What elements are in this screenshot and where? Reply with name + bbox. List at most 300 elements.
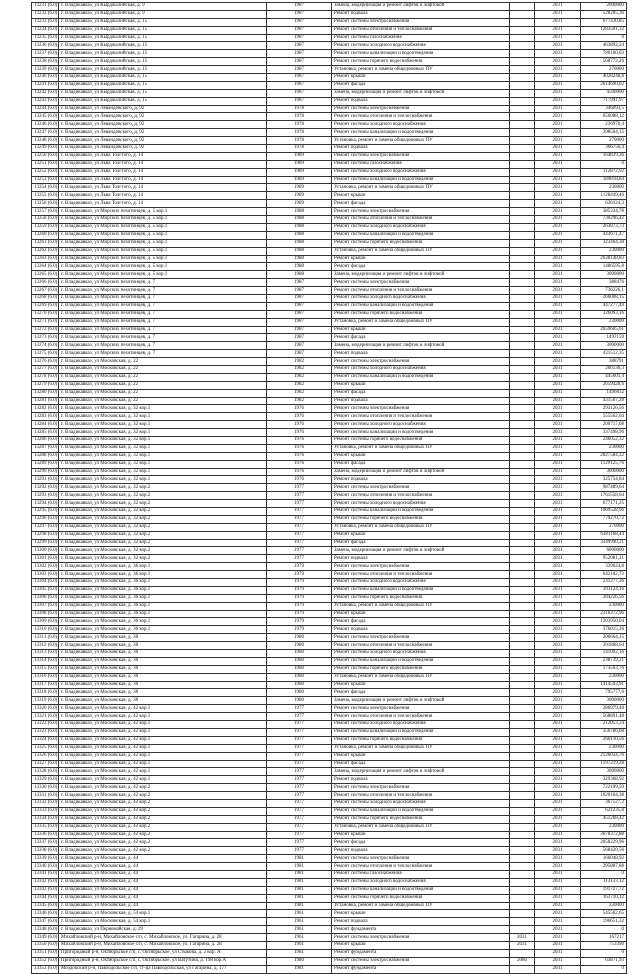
table-row bbox=[32, 18, 627, 26]
extra-year-cell bbox=[510, 689, 535, 697]
plan-year-cell: 2031 bbox=[535, 66, 581, 74]
work-type-cell: Установка, ремонт и замена общедомовых ПУ bbox=[332, 823, 510, 831]
work-type-cell: Ремонт системы электроснабжения bbox=[332, 855, 510, 863]
extra-year-cell bbox=[510, 508, 535, 516]
extra-year-cell bbox=[510, 571, 535, 579]
plan-year-cell: 2031 bbox=[535, 902, 581, 910]
plan-year-cell: 2031 bbox=[535, 934, 581, 942]
year-cell: 1979 bbox=[267, 602, 332, 610]
row-id-cell: 13277 (6.0) bbox=[32, 365, 59, 373]
plan-year-cell: 2031 bbox=[535, 571, 581, 579]
year-cell: 1977 bbox=[267, 547, 332, 555]
year-cell: 1982 bbox=[267, 358, 332, 366]
plan-year-cell: 2031 bbox=[535, 74, 581, 82]
extra-year-cell bbox=[510, 650, 535, 658]
address-cell: г. Владикавказ, ул Московская, д. 42 кор.2 bbox=[59, 823, 267, 831]
plan-year-cell: 2031 bbox=[535, 855, 581, 863]
cost-cell: 0 bbox=[581, 926, 627, 934]
extra-year-cell bbox=[510, 247, 535, 255]
address-cell: г. Владикавказ, ул Московская, д. 42 кор.1 bbox=[59, 752, 267, 760]
plan-year-cell: 2031 bbox=[535, 965, 581, 973]
row-id-cell: 13282 (6.0) bbox=[32, 405, 59, 413]
work-type-cell: Ремонт системы холодного водоснабжения bbox=[332, 121, 510, 129]
row-id-cell: 13346 (6.0) bbox=[32, 910, 59, 918]
row-id-cell: 13321 (6.0) bbox=[32, 713, 59, 721]
cost-cell: 1069528,96 bbox=[581, 508, 627, 516]
plan-year-cell: 2031 bbox=[535, 563, 581, 571]
plan-year-cell: 2031 bbox=[535, 192, 581, 200]
cost-cell: 230000 bbox=[581, 744, 627, 752]
work-type-cell: Ремонт фасада bbox=[332, 389, 510, 397]
cost-cell: 2638148,83 bbox=[581, 255, 627, 263]
row-id-cell: 13258 (6.0) bbox=[32, 216, 59, 224]
cost-cell: 246052,32 bbox=[581, 436, 627, 444]
work-type-cell: Ремонт системы холодного водоснабжения bbox=[332, 650, 510, 658]
table-row bbox=[32, 113, 627, 121]
work-type-cell: Ремонт системы холодного водоснабжения bbox=[332, 721, 510, 729]
extra-year-cell bbox=[510, 523, 535, 531]
table-row bbox=[32, 255, 627, 263]
cost-cell: 642182,72 bbox=[581, 571, 627, 579]
work-type-cell: Ремонт фасада bbox=[332, 200, 510, 208]
year-cell: 1977 bbox=[267, 815, 332, 823]
cost-cell: 173563,76 bbox=[581, 665, 627, 673]
extra-year-cell bbox=[510, 271, 535, 279]
work-type-cell: Ремонт крыши bbox=[332, 192, 510, 200]
row-id-cell: 13267 (6.0) bbox=[32, 287, 59, 295]
address-cell: г. Владикавказ, ул Московская, д. 36 кор.1 bbox=[59, 602, 267, 610]
plan-year-cell: 2031 bbox=[535, 555, 581, 563]
row-id-cell: 13344 (6.0) bbox=[32, 894, 59, 902]
table-row bbox=[32, 752, 627, 760]
table-row bbox=[32, 594, 627, 602]
work-type-cell: Ремонт фасада bbox=[332, 263, 510, 271]
address-cell: г. Владикавказ, ул Морских пехотинцев, д. 7 bbox=[59, 287, 267, 295]
work-type-cell: Ремонт системы отопления и теплоснабжения bbox=[332, 863, 510, 871]
cost-cell: 2058229,96 bbox=[581, 839, 627, 847]
year-cell: 1976 bbox=[267, 468, 332, 476]
row-id-cell: 13302 (6.0) bbox=[32, 563, 59, 571]
cost-cell: 2126034,76 bbox=[581, 752, 627, 760]
plan-year-cell: 2031 bbox=[535, 784, 581, 792]
address-cell: г. Владикавказ, ул Московская, д. 42 кор.1 bbox=[59, 760, 267, 768]
extra-year-cell bbox=[510, 894, 535, 902]
address-cell: г. Владикавказ, ул Кырджалийская, д. 15 bbox=[59, 42, 267, 50]
cost-cell: 677430,85 bbox=[581, 18, 627, 26]
extra-year-cell bbox=[510, 823, 535, 831]
table-row bbox=[32, 500, 627, 508]
year-cell: 1977 bbox=[267, 847, 332, 855]
cost-cell: 568772,26 bbox=[581, 58, 627, 66]
table-row bbox=[32, 460, 627, 468]
work-type-cell: Ремонт крыши bbox=[332, 910, 510, 918]
work-type-cell: Ремонт системы электроснабжения bbox=[332, 563, 510, 571]
cost-cell: 987489,64 bbox=[581, 484, 627, 492]
plan-year-cell: 2031 bbox=[535, 634, 581, 642]
work-type-cell: Ремонт системы канализации и водоотведения bbox=[332, 728, 510, 736]
table-row bbox=[32, 97, 627, 105]
row-id-cell: 13324 (6.0) bbox=[32, 736, 59, 744]
plan-year-cell: 2031 bbox=[535, 610, 581, 618]
address-cell: г. Владикавказ, ул Московская, д. 42 кор.2 bbox=[59, 847, 267, 855]
plan-year-cell: 2031 bbox=[535, 318, 581, 326]
extra-year-cell bbox=[510, 168, 535, 176]
extra-year-cell bbox=[510, 713, 535, 721]
row-id-cell: 13285 (6.0) bbox=[32, 429, 59, 437]
year-cell: 1980 bbox=[267, 957, 332, 965]
work-type-cell: Замена, модернизация и ремонт лифтов и лифтовой bbox=[332, 468, 510, 476]
cost-cell: 1761558,64 bbox=[581, 492, 627, 500]
work-type-cell: Ремонт крыши bbox=[332, 381, 510, 389]
plan-year-cell: 2031 bbox=[535, 657, 581, 665]
work-type-cell: Ремонт фасада bbox=[332, 460, 510, 468]
cost-cell: 236970,4 bbox=[581, 121, 627, 129]
plan-year-cell: 2031 bbox=[535, 697, 581, 705]
extra-year-cell bbox=[510, 492, 535, 500]
year-cell: 1979 bbox=[267, 594, 332, 602]
cost-cell: 263873,73 bbox=[581, 223, 627, 231]
extra-year-cell bbox=[510, 326, 535, 334]
row-id-cell: 13318 (6.0) bbox=[32, 689, 59, 697]
work-type-cell: Замена, модернизация и ремонт лифтов и лифтовой bbox=[332, 547, 510, 555]
address-cell: г. Владикавказ, ул Московская, д. 32 кор.2 bbox=[59, 555, 267, 563]
row-id-cell: 13304 (6.0) bbox=[32, 579, 59, 587]
address-cell: г. Владикавказ, ул Морских пехотинцев, д. 5 кор.1 bbox=[59, 231, 267, 239]
address-cell: г. Владикавказ, ул Московская, д. 36 кор.1 bbox=[59, 563, 267, 571]
year-cell: 1979 bbox=[267, 618, 332, 626]
table-row bbox=[32, 50, 627, 58]
year-cell: 1989 bbox=[267, 200, 332, 208]
address-cell: Пригородный р-н, Октябрьское с/п, с. Октябрьское, ул Ватутина, д. 198 кор.А bbox=[59, 957, 267, 965]
table-row bbox=[32, 239, 627, 247]
table-row bbox=[32, 168, 627, 176]
cost-cell: 63871,93 bbox=[581, 957, 627, 965]
work-type-cell: Установка, ремонт и замена общедомовых ПУ bbox=[332, 184, 510, 192]
table-row bbox=[32, 279, 627, 287]
extra-year-cell bbox=[510, 926, 535, 934]
row-id-cell: 13276 (6.0) bbox=[32, 358, 59, 366]
cost-cell: 6381168,44 bbox=[581, 531, 627, 539]
table-row bbox=[32, 626, 627, 634]
table-row bbox=[32, 657, 627, 665]
table-row bbox=[32, 760, 627, 768]
work-type-cell: Ремонт крыши bbox=[332, 681, 510, 689]
extra-year-cell bbox=[510, 768, 535, 776]
table-row bbox=[32, 58, 627, 66]
extra-year-cell bbox=[510, 342, 535, 350]
extra-year-cell bbox=[510, 145, 535, 153]
table-row bbox=[32, 176, 627, 184]
extra-year-cell bbox=[510, 878, 535, 886]
table-row bbox=[32, 294, 627, 302]
extra-year-cell bbox=[510, 10, 535, 18]
extra-year-cell bbox=[510, 863, 535, 871]
address-cell: г. Владикавказ, ул Морских пехотинцев, д. 7 bbox=[59, 279, 267, 287]
extra-year-cell: 2080 bbox=[510, 957, 535, 965]
row-id-cell: 13338 (6.0) bbox=[32, 847, 59, 855]
work-type-cell: Ремонт системы канализации и водоотведения bbox=[332, 302, 510, 310]
work-type-cell: Установка, ремонт и замена общедомовых ПУ bbox=[332, 523, 510, 531]
work-type-cell: Ремонт системы горячего водоснабжения bbox=[332, 894, 510, 902]
row-id-cell: 13242 (6.0) bbox=[32, 89, 59, 97]
work-type-cell: Ремонт системы отопления и теплоснабжения bbox=[332, 492, 510, 500]
plan-year-cell: 2031 bbox=[535, 673, 581, 681]
work-type-cell: Ремонт системы отопления и теплоснабжения bbox=[332, 216, 510, 224]
row-id-cell: 13265 (6.0) bbox=[32, 271, 59, 279]
row-id-cell: 13287 (6.0) bbox=[32, 444, 59, 452]
table-row bbox=[32, 665, 627, 673]
work-type-cell: Ремонт подвала bbox=[332, 145, 510, 153]
plan-year-cell: 2031 bbox=[535, 681, 581, 689]
cost-cell: 3349990,21 bbox=[581, 539, 627, 547]
plan-year-cell: 2031 bbox=[535, 358, 581, 366]
plan-year-cell: 2031 bbox=[535, 373, 581, 381]
extra-year-cell bbox=[510, 744, 535, 752]
row-id-cell: 13272 (6.0) bbox=[32, 326, 59, 334]
plan-year-cell: 2031 bbox=[535, 918, 581, 926]
cost-cell: 388476 bbox=[581, 279, 627, 287]
cost-cell: 1128449,46 bbox=[581, 192, 627, 200]
cost-cell: 1020164,38 bbox=[581, 792, 627, 800]
plan-year-cell: 2031 bbox=[535, 792, 581, 800]
work-type-cell: Ремонт системы электроснабжения bbox=[332, 405, 510, 413]
row-id-cell: 13347 (6.0) bbox=[32, 918, 59, 926]
cost-cell: 339624,8 bbox=[581, 563, 627, 571]
plan-year-cell: 2031 bbox=[535, 436, 581, 444]
repair-plan-table bbox=[31, 2, 627, 974]
row-id-cell: 13250 (6.0) bbox=[32, 152, 59, 160]
year-cell: 1981 bbox=[267, 855, 332, 863]
plan-year-cell: 2031 bbox=[535, 184, 581, 192]
row-id-cell: 13232 (6.0) bbox=[32, 10, 59, 18]
cost-cell: 952081,21 bbox=[581, 555, 627, 563]
table-row bbox=[32, 689, 627, 697]
table-row bbox=[32, 216, 627, 224]
cost-cell: 326093,16 bbox=[581, 310, 627, 318]
cost-cell: 260110,56 bbox=[581, 736, 627, 744]
extra-year-cell bbox=[510, 468, 535, 476]
row-id-cell: 13320 (6.0) bbox=[32, 705, 59, 713]
plan-year-cell: 2031 bbox=[535, 334, 581, 342]
year-cell: 1977 bbox=[267, 539, 332, 547]
extra-year-cell bbox=[510, 918, 535, 926]
row-id-cell: 13279 (6.0) bbox=[32, 381, 59, 389]
work-type-cell: Ремонт системы холодного водоснабжения bbox=[332, 579, 510, 587]
extra-year-cell bbox=[510, 239, 535, 247]
plan-year-cell: 2031 bbox=[535, 3, 581, 11]
row-id-cell: 13257 (6.0) bbox=[32, 208, 59, 216]
address-cell: г. Владикавказ, ул Морских пехотинцев, д. 7 bbox=[59, 350, 267, 358]
address-cell: г. Владикавказ, ул Московская, д. 38 bbox=[59, 673, 267, 681]
work-type-cell: Ремонт системы холодного водоснабжения bbox=[332, 223, 510, 231]
table-row bbox=[32, 697, 627, 705]
extra-year-cell bbox=[510, 579, 535, 587]
year-cell: 1988 bbox=[267, 216, 332, 224]
row-id-cell: 13262 (6.0) bbox=[32, 247, 59, 255]
extra-year-cell bbox=[510, 594, 535, 602]
plan-year-cell: 2031 bbox=[535, 42, 581, 50]
address-cell: г. Владикавказ, ул Московская, д. 32 кор.2 bbox=[59, 539, 267, 547]
address-cell: г. Владикавказ, ул Левандовского, д. 92 bbox=[59, 129, 267, 137]
plan-year-cell: 2031 bbox=[535, 216, 581, 224]
plan-year-cell: 2031 bbox=[535, 799, 581, 807]
row-id-cell: 13306 (6.0) bbox=[32, 594, 59, 602]
year-cell: 1976 bbox=[267, 460, 332, 468]
cost-cell: 1497159 bbox=[581, 334, 627, 342]
address-cell: г. Владикавказ, ул Московская, д. 32 кор.2 bbox=[59, 492, 267, 500]
table-row bbox=[32, 105, 627, 113]
plan-year-cell: 2031 bbox=[535, 145, 581, 153]
row-id-cell: 13333 (6.0) bbox=[32, 807, 59, 815]
table-row bbox=[32, 81, 627, 89]
address-cell: г. Владикавказ, ул Московская, д. 32 кор.1 bbox=[59, 429, 267, 437]
work-type-cell: Ремонт подвала bbox=[332, 10, 510, 18]
year-cell: 1977 bbox=[267, 721, 332, 729]
row-id-cell: 13289 (6.0) bbox=[32, 460, 59, 468]
row-id-cell: 13283 (6.0) bbox=[32, 413, 59, 421]
plan-year-cell: 2031 bbox=[535, 389, 581, 397]
cost-cell: 323464,38 bbox=[581, 239, 627, 247]
address-cell: г. Владикавказ, ул Морских пехотинцев, д. 7 bbox=[59, 326, 267, 334]
work-type-cell: Замена, модернизация и ремонт лифтов и лифтовой bbox=[332, 342, 510, 350]
cost-cell: 2659428,6 bbox=[581, 381, 627, 389]
extra-year-cell bbox=[510, 665, 535, 673]
plan-year-cell: 2031 bbox=[535, 326, 581, 334]
year-cell: 1987 bbox=[267, 3, 332, 11]
table-row bbox=[32, 515, 627, 523]
work-type-cell: Ремонт системы горячего водоснабжения bbox=[332, 436, 510, 444]
plan-year-cell: 2031 bbox=[535, 468, 581, 476]
extra-year-cell bbox=[510, 350, 535, 358]
plan-year-cell: 2031 bbox=[535, 429, 581, 437]
extra-year-cell bbox=[510, 831, 535, 839]
plan-year-cell: 2031 bbox=[535, 26, 581, 34]
row-id-cell: 13263 (6.0) bbox=[32, 255, 59, 263]
year-cell: 1979 bbox=[267, 626, 332, 634]
address-cell: г. Владикавказ, ул Московская, д. 38 bbox=[59, 689, 267, 697]
extra-year-cell bbox=[510, 176, 535, 184]
extra-year-cell bbox=[510, 626, 535, 634]
plan-year-cell: 2031 bbox=[535, 847, 581, 855]
table-row bbox=[32, 223, 627, 231]
table-row bbox=[32, 89, 627, 97]
cost-cell: 6000000 bbox=[581, 547, 627, 555]
extra-year-cell bbox=[510, 318, 535, 326]
row-id-cell: 13269 (6.0) bbox=[32, 302, 59, 310]
row-id-cell: 13316 (6.0) bbox=[32, 673, 59, 681]
table-row bbox=[32, 26, 627, 34]
extra-year-cell bbox=[510, 405, 535, 413]
work-type-cell: Ремонт подвала bbox=[332, 918, 510, 926]
row-id-cell: 13341 (6.0) bbox=[32, 870, 59, 878]
row-id-cell: 13237 (6.0) bbox=[32, 50, 59, 58]
year-cell: 1978 bbox=[267, 129, 332, 137]
row-id-cell: 13233 (6.0) bbox=[32, 18, 59, 26]
cost-cell: 0 bbox=[581, 34, 627, 42]
cost-cell: 391868,64 bbox=[581, 642, 627, 650]
extra-year-cell bbox=[510, 847, 535, 855]
table-row bbox=[32, 523, 627, 531]
work-type-cell: Ремонт подвала bbox=[332, 350, 510, 358]
table-row bbox=[32, 74, 627, 82]
address-cell: г. Владикавказ, ул Московская, д. 38 bbox=[59, 634, 267, 642]
extra-year-cell bbox=[510, 728, 535, 736]
extra-year-cell bbox=[510, 105, 535, 113]
row-id-cell: 13314 (6.0) bbox=[32, 657, 59, 665]
work-type-cell: Ремонт системы канализации и водоотведения bbox=[332, 586, 510, 594]
extra-year-cell bbox=[510, 799, 535, 807]
row-id-cell: 13271 (6.0) bbox=[32, 318, 59, 326]
cost-cell: 0 bbox=[581, 160, 627, 168]
row-id-cell: 13327 (6.0) bbox=[32, 760, 59, 768]
work-type-cell: Замена, модернизация и ремонт лифтов и лифтовой bbox=[332, 3, 510, 11]
table-row bbox=[32, 271, 627, 279]
address-cell: г. Владикавказ, ул Левандовского, д. 92 bbox=[59, 137, 267, 145]
extra-year-cell bbox=[510, 815, 535, 823]
cost-cell: 266136,3 bbox=[581, 365, 627, 373]
work-type-cell: Ремонт системы электроснабжения bbox=[332, 358, 510, 366]
work-type-cell: Ремонт системы газоснабжения bbox=[332, 160, 510, 168]
table-row bbox=[32, 421, 627, 429]
extra-year-cell bbox=[510, 784, 535, 792]
extra-year-cell bbox=[510, 89, 535, 97]
extra-year-cell bbox=[510, 216, 535, 224]
work-type-cell: Ремонт фасада bbox=[332, 760, 510, 768]
plan-year-cell: 2031 bbox=[535, 500, 581, 508]
row-id-cell: 13290 (6.0) bbox=[32, 468, 59, 476]
address-cell: г. Владикавказ, ул Московская, д. 42 кор.1 bbox=[59, 705, 267, 713]
table-row bbox=[32, 957, 627, 965]
extra-year-cell bbox=[510, 539, 535, 547]
address-cell: г. Владикавказ, ул Московская, д. 22 bbox=[59, 365, 267, 373]
cost-cell: 230000 bbox=[581, 318, 627, 326]
work-type-cell: Установка, ремонт и замена общедомовых ПУ bbox=[332, 247, 510, 255]
cost-cell: 0 bbox=[581, 949, 627, 957]
year-cell: 1987 bbox=[267, 350, 332, 358]
table-row bbox=[32, 673, 627, 681]
work-type-cell: Ремонт системы электроснабжения bbox=[332, 484, 510, 492]
address-cell: г. Владикавказ, ул Московская, д. 32 кор.2 bbox=[59, 515, 267, 523]
plan-year-cell: 2031 bbox=[535, 176, 581, 184]
plan-year-cell: 2031 bbox=[535, 894, 581, 902]
row-id-cell: 13253 (6.0) bbox=[32, 176, 59, 184]
work-type-cell: Ремонт системы канализации и водоотведения bbox=[332, 176, 510, 184]
year-cell: 1980 bbox=[267, 642, 332, 650]
year-cell: 1977 bbox=[267, 831, 332, 839]
row-id-cell: 13309 (6.0) bbox=[32, 618, 59, 626]
year-cell: 1987 bbox=[267, 50, 332, 58]
address-cell: г. Владикавказ, ул Левандовского, д. 92 bbox=[59, 113, 267, 121]
cost-cell: 753390 bbox=[581, 941, 627, 949]
plan-year-cell: 2031 bbox=[535, 736, 581, 744]
extra-year-cell bbox=[510, 602, 535, 610]
work-type-cell: Ремонт системы электроснабжения bbox=[332, 208, 510, 216]
cost-cell: 636124,3 bbox=[581, 200, 627, 208]
extra-year-cell bbox=[510, 294, 535, 302]
cost-cell: 568891,48 bbox=[581, 713, 627, 721]
table-row bbox=[32, 373, 627, 381]
address-cell: г. Владикавказ, ул Московская, д. 32 кор.2 bbox=[59, 508, 267, 516]
plan-year-cell: 2031 bbox=[535, 97, 581, 105]
work-type-cell: Ремонт системы горячего водоснабжения bbox=[332, 310, 510, 318]
table-row bbox=[32, 721, 627, 729]
cost-cell: 795777,6 bbox=[581, 689, 627, 697]
address-cell: г. Владикавказ, ул Московская, д. 32 кор.2 bbox=[59, 547, 267, 555]
work-type-cell: Замена, модернизация и ремонт лифтов и лифтовой bbox=[332, 271, 510, 279]
row-id-cell: 13332 (6.0) bbox=[32, 799, 59, 807]
table-row bbox=[32, 436, 627, 444]
address-cell: г. Владикавказ, ул Московская, д. 42 кор.1 bbox=[59, 721, 267, 729]
